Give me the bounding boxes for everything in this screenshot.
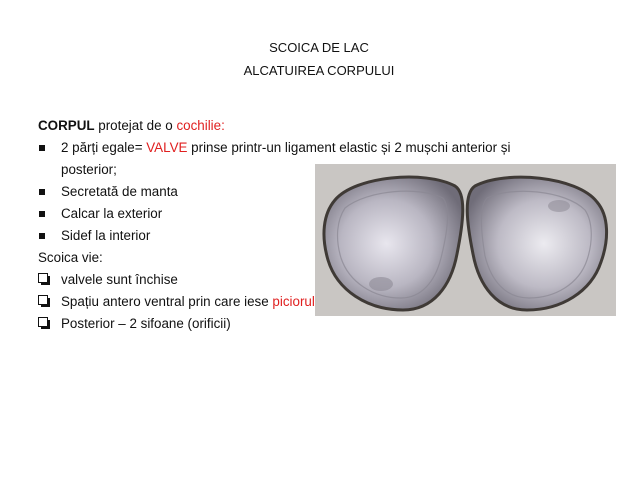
bullet-valve-pre: 2 părți egale= bbox=[61, 140, 147, 155]
right-muscle-scar bbox=[548, 200, 570, 212]
left-muscle-scar bbox=[369, 277, 393, 291]
slide-title-line-1: SCOICA DE LAC bbox=[269, 40, 369, 55]
bullet-foot-red: piciorul bbox=[272, 294, 315, 309]
bullet-siphons bbox=[38, 313, 623, 335]
checkbox-bullet-icon bbox=[38, 295, 51, 308]
intro-bold: CORPUL bbox=[38, 118, 95, 133]
checkbox-bullet-icon bbox=[38, 317, 51, 330]
square-bullet-icon bbox=[39, 233, 45, 239]
subheading: Scoica vie: bbox=[38, 250, 103, 265]
intro-red: cochilie: bbox=[176, 118, 225, 133]
bullet-valve-red: VALVE bbox=[146, 140, 188, 155]
bullet-valves-closed-text: valvele sunt închise bbox=[61, 272, 178, 287]
bullet-siphons-text: Posterior – 2 sifoane (orificii) bbox=[61, 316, 231, 331]
intro-text: protejat de o bbox=[94, 118, 177, 133]
slide-title-line-2: ALCATUIREA CORPULUI bbox=[243, 63, 395, 78]
checkbox-bullet-icon bbox=[38, 273, 51, 286]
intro-line bbox=[38, 115, 623, 137]
bullet-valve-continuation: posterior; bbox=[61, 162, 117, 177]
square-bullet-icon bbox=[39, 145, 45, 151]
square-bullet-icon bbox=[39, 211, 45, 217]
mussel-shells-photo bbox=[315, 164, 616, 316]
bullet-manta-text: Secretată de manta bbox=[61, 184, 178, 199]
bullet-valve-post: prinse printr-un ligament elastic și 2 mușchi anterior și bbox=[187, 140, 511, 155]
square-bullet-icon bbox=[39, 189, 45, 195]
bullet-valve bbox=[38, 137, 623, 159]
bullet-calcar-text: Calcar la exterior bbox=[61, 206, 163, 221]
bullet-sidef-text: Sidef la interior bbox=[61, 228, 151, 243]
bullet-foot-pre: Spațiu antero ventral prin care iese bbox=[61, 294, 273, 309]
